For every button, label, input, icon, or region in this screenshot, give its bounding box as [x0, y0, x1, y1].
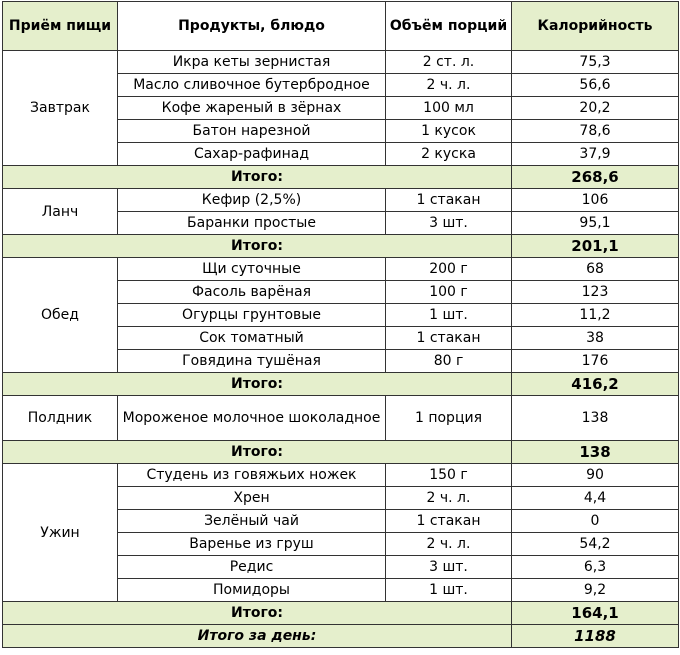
subtotal-label: Итого: [3, 166, 512, 189]
product-name: Мороженое молочное шоколадное [118, 396, 386, 441]
subtotal-value: 201,1 [512, 235, 679, 258]
product-name: Икра кеты зернистая [118, 51, 386, 74]
portion-size: 2 ч. л. [386, 487, 512, 510]
portion-size: 1 шт. [386, 304, 512, 327]
day-total-row [3, 625, 679, 648]
calorie-value: 78,6 [512, 120, 679, 143]
header-row [3, 2, 679, 51]
subtotal-label: Итого: [3, 235, 512, 258]
meal-name: Завтрак [3, 51, 118, 166]
subtotal-value: 164,1 [512, 602, 679, 625]
portion-size: 2 ч. л. [386, 74, 512, 97]
meal-name: Ужин [3, 464, 118, 602]
product-name: Хрен [118, 487, 386, 510]
calorie-value: 90 [512, 464, 679, 487]
day-total-value: 1188 [512, 625, 679, 648]
product-name: Зелёный чай [118, 510, 386, 533]
product-name: Масло сливочное бутербродное [118, 74, 386, 97]
subtotal-row [3, 166, 679, 189]
subtotal-row [3, 602, 679, 625]
product-name: Говядина тушёная [118, 350, 386, 373]
subtotal-value: 138 [512, 441, 679, 464]
product-name: Баранки простые [118, 212, 386, 235]
calorie-table [2, 1, 679, 648]
portion-size: 3 шт. [386, 556, 512, 579]
food-row [3, 396, 679, 441]
portion-size: 3 шт. [386, 212, 512, 235]
calorie-value: 138 [512, 396, 679, 441]
portion-size: 2 ч. л. [386, 533, 512, 556]
product-name: Варенье из груш [118, 533, 386, 556]
product-name: Студень из говяжьих ножек [118, 464, 386, 487]
calorie-value: 54,2 [512, 533, 679, 556]
subtotal-row [3, 441, 679, 464]
portion-size: 150 г [386, 464, 512, 487]
calorie-value: 75,3 [512, 51, 679, 74]
calorie-value: 20,2 [512, 97, 679, 120]
calorie-value: 68 [512, 258, 679, 281]
product-name: Фасоль варёная [118, 281, 386, 304]
meal-name: Полдник [3, 396, 118, 441]
product-name: Огурцы грунтовые [118, 304, 386, 327]
product-name: Батон нарезной [118, 120, 386, 143]
portion-size: 80 г [386, 350, 512, 373]
header-product: Продукты, блюдо [118, 2, 386, 51]
meal-name: Ланч [3, 189, 118, 235]
subtotal-row [3, 373, 679, 396]
food-row [3, 464, 679, 487]
portion-size: 1 стакан [386, 327, 512, 350]
product-name: Помидоры [118, 579, 386, 602]
portion-size: 2 ст. л. [386, 51, 512, 74]
portion-size: 200 г [386, 258, 512, 281]
meal-name: Обед [3, 258, 118, 373]
product-name: Сок томатный [118, 327, 386, 350]
product-name: Редис [118, 556, 386, 579]
calorie-value: 37,9 [512, 143, 679, 166]
calorie-value: 176 [512, 350, 679, 373]
portion-size: 100 мл [386, 97, 512, 120]
calorie-value: 106 [512, 189, 679, 212]
subtotal-value: 416,2 [512, 373, 679, 396]
calorie-value: 95,1 [512, 212, 679, 235]
portion-size: 1 стакан [386, 189, 512, 212]
header-portion: Объём порций [386, 2, 512, 51]
subtotal-value: 268,6 [512, 166, 679, 189]
product-name: Сахар-рафинад [118, 143, 386, 166]
day-total-label: Итого за день: [3, 625, 512, 648]
portion-size: 100 г [386, 281, 512, 304]
calorie-value: 9,2 [512, 579, 679, 602]
table-body [3, 51, 679, 648]
header-meal: Приём пищи [3, 2, 118, 51]
product-name: Щи суточные [118, 258, 386, 281]
food-row [3, 258, 679, 281]
product-name: Кофе жареный в зёрнах [118, 97, 386, 120]
food-row [3, 51, 679, 74]
subtotal-row [3, 235, 679, 258]
product-name: Кефир (2,5%) [118, 189, 386, 212]
portion-size: 1 шт. [386, 579, 512, 602]
portion-size: 1 стакан [386, 510, 512, 533]
calorie-value: 38 [512, 327, 679, 350]
calorie-value: 4,4 [512, 487, 679, 510]
subtotal-label: Итого: [3, 602, 512, 625]
calorie-value: 6,3 [512, 556, 679, 579]
subtotal-label: Итого: [3, 373, 512, 396]
calorie-value: 0 [512, 510, 679, 533]
portion-size: 1 кусок [386, 120, 512, 143]
calorie-value: 11,2 [512, 304, 679, 327]
calorie-value: 123 [512, 281, 679, 304]
calorie-value: 56,6 [512, 74, 679, 97]
subtotal-label: Итого: [3, 441, 512, 464]
food-row [3, 189, 679, 212]
portion-size: 2 куска [386, 143, 512, 166]
portion-size: 1 порция [386, 396, 512, 441]
header-calories: Калорийность [512, 2, 679, 51]
